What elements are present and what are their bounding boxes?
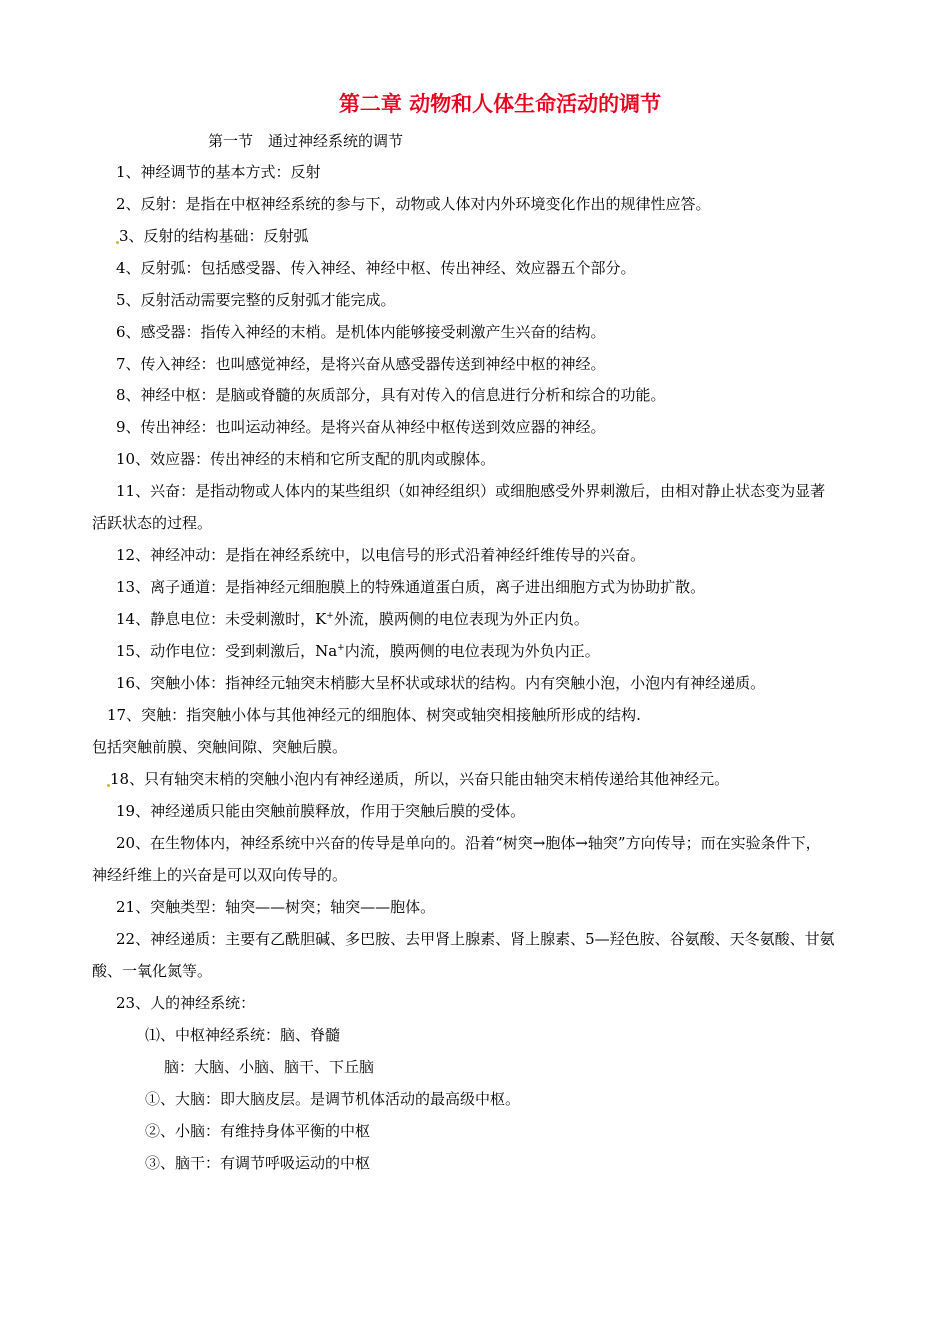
list-item: 2、反射：是指在中枢神经系统的参与下，动物或人体对内外环境变化作出的规律性应答。: [116, 195, 711, 213]
list-item: 19、神经递质只能由突触前膜释放，作用于突触后膜的受体。: [116, 802, 526, 820]
list-item: 9、传出神经：也叫运动神经。是将兴奋从神经中枢传送到效应器的神经。: [116, 418, 606, 436]
list-item-continuation: 酸、一氧化氮等。: [92, 962, 213, 980]
list-item-continuation: 神经纤维上的兴奋是可以双向传导的。: [92, 866, 348, 884]
list-item: 23、人的神经系统：: [116, 994, 256, 1012]
list-item: 21、突触类型：轴突——树突；轴突——胞体。: [116, 898, 436, 916]
list-item: 11、兴奋：是指动物或人体内的某些组织（如神经组织）或细胞感受外界刺激后，由相对静止状态变为显著: [116, 482, 826, 500]
item-text: 14、静息电位：未受刺激时，K: [116, 610, 327, 628]
list-item: 17、突触：指突触小体与其他神经元的细胞体、树突或轴突相接触所形成的结构.: [107, 706, 641, 724]
list-item: 18、只有轴突末梢的突触小泡内有神经递质，所以，兴奋只能由轴突末梢传递给其他神经元。: [110, 770, 730, 788]
sub-item: 脑：大脑、小脑、脑干、下丘脑: [164, 1058, 375, 1076]
item-text: 15、动作电位：受到刺激后，Na: [116, 642, 338, 660]
sub-item: ③、脑干：有调节呼吸运动的中枢: [145, 1154, 371, 1172]
list-item: 3、反射的结构基础：反射弧: [119, 227, 309, 245]
list-item-continuation: 包括突触前膜、突触间隙、突触后膜。: [92, 738, 348, 756]
list-item: 5、反射活动需要完整的反射弧才能完成。: [116, 291, 396, 309]
list-item: 6、感受器：指传入神经的末梢。是机体内能够接受刺激产生兴奋的结构。: [116, 323, 606, 341]
list-item: 7、传入神经：也叫感觉神经，是将兴奋从感受器传送到神经中枢的神经。: [116, 355, 606, 373]
list-item: 13、离子通道：是指神经元细胞膜上的特殊通道蛋白质，离子进出细胞方式为协助扩散。: [116, 578, 706, 596]
list-item: 22、神经递质：主要有乙酰胆碱、多巴胺、去甲肾上腺素、肾上腺素、5—羟色胺、谷氨酸、天冬氨酸、甘氨: [116, 930, 835, 948]
list-item: [116, 609, 589, 629]
list-item: 1、神经调节的基本方式：反射: [116, 163, 321, 181]
ion-charge: +: [326, 611, 334, 621]
sub-item: ①、大脑：即大脑皮层。是调节机体活动的最高级中枢。: [145, 1090, 521, 1108]
ion-charge: +: [337, 643, 345, 653]
list-item: 10、效应器：传出神经的末梢和它所支配的肌肉或腺体。: [116, 450, 496, 468]
list-item: 16、突触小体：指神经元轴突末梢膨大呈杯状或球状的结构。内有突触小泡，小泡内有神经递质。: [116, 674, 766, 692]
sub-item: ②、小脑：有维持身体平衡的中枢: [145, 1122, 371, 1140]
sub-item: ⑴、中枢神经系统：脑、脊髓: [145, 1026, 341, 1044]
list-item-continuation: 活跃状态的过程。: [92, 514, 213, 532]
list-item: 12、神经冲动：是指在神经系统中，以电信号的形式沿着神经纤维传导的兴奋。: [116, 546, 646, 564]
item-text-rest: 外流，膜两侧的电位表现为外正内负。: [333, 610, 589, 628]
chapter-title: 第二章 动物和人体生命活动的调节: [338, 92, 662, 116]
section-heading: 第一节 通过神经系统的调节: [208, 132, 404, 150]
list-item: 4、反射弧：包括感受器、传入神经、神经中枢、传出神经、效应器五个部分。: [116, 259, 636, 277]
item-text-rest: 内流，膜两侧的电位表现为外负内正。: [344, 642, 600, 660]
list-item: [116, 641, 600, 661]
list-item: 20、在生物体内，神经系统中兴奋的传导是单向的。沿着“树突→胞体→轴突”方向传导；而在实验条件下，: [116, 834, 821, 852]
list-item: 8、神经中枢：是脑或脊髓的灰质部分，具有对传入的信息进行分析和综合的功能。: [116, 386, 666, 404]
